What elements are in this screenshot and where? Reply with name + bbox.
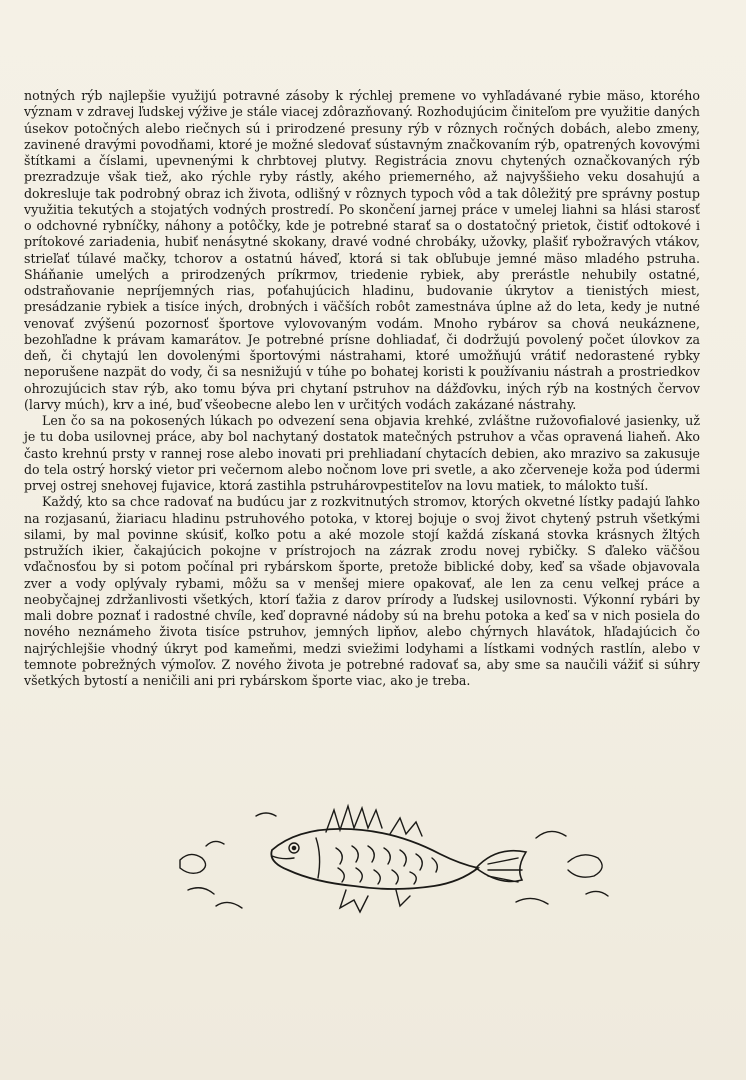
- body-text: [24, 88, 700, 689]
- paragraph-1: notných rýb najlepšie využijú potravné zásoby k rýchlej premene vo vyhľadávané rybie mäso, ktorého význam v zdravej ľudskej výžive je stále viacej zdôrazňovaný. Rozhodujúcim činiteľom pre využitie daných úsekov potočných alebo riečnych sú i prirodzené presuny rýb v rôznych ročných dobách, alebo zmeny, zavinené dravými povodňami, ktoré je možné sledovať sústavným značkovaním rýb, opatrených kovovými štítkami a číslami, upevnenými k chrbtovej plutvy. Registrácia znovu chytených označkovaných rýb prezradzuje však tiež, ako rýchle ryby rástly, akého priemerného, až najvyššieho veku dosahujú a dokresluje tak podrobný obraz ich života, odlišný v rôznych typoch vôd a tak dôležitý pre správny postup využitia tekutých a stojatých vodných prostredí. Po skončení jarnej práce v umelej liahni sa hlási starosť o odchovné rybníčky, náhony a potôčky, kde je potrebné starať sa o dostatočný prietok, čistiť odtokové i prítokové zariadenia, hubiť nenásytné skokany, dravé vodné chrobáky, užovky, plašiť rybožravých vtákov, strieľať túlavé mačky, tchorov a ostatnú háveď, ktorá si tak obľubuje jemné mäso mladého pstruha. Sháňanie umelých a prirodzených príkrmov, triedenie rybiek, aby prerástle nehubily ostatné, odstraňovanie nepríjemných rias, poťahujúcich hladinu, budovanie úkrytov a tienistých miest, presádzanie rybiek a tisíce iných, drobných i väčších robôt zamestnáva úplne až do leta, kedy je nutné venovať zvýšenú pozornosť športove vylovovaným vodám. Mnoho rybárov sa chová neukáznene, bezohľadne k právam kamarátov. Je potrebné prísne dohliadať, či dodržujú povolený počet úlovkov za deň, či chytajú len dovolenými športovými nástrahami, ktoré umožňujú vrátiť nedorastené rybky neporušene nazpät do vody, či sa nesnižujú v túhe po bohatej koristi k používaniu nástrah a prostriedkov ohrozujúcich stav rýb, ako tomu býva pri chytaní pstruhov na dážďovku, iných rýb na kostných červov (larvy múch), krv a iné, buď všeobecne alebo len v určitých vodách zakázané nástrahy.: [24, 88, 700, 412]
- paragraph-2: Len čo sa na pokosených lúkach po odvezení sena objavia krehké, zvláštne ružovofialové jasienky, už je tu doba usilovnej práce, aby bol nachytaný dostatok matečných pstruhov a včas opravená liaheň. Ako často krehnú prsty v rannej rose alebo inovati pri prehliadaní chytacích debien, ako mrazivo sa zakusuje do tela ostrý horský vietor pri večernom alebo nočnom love pri svetle, a ako zčerveneje koža pod údermi prvej ostrej snehovej fujavice, ktorá zastihla pstruhárovpestiteľov na lovu matiek, to málokto tuší.: [24, 413, 700, 493]
- fish-drawing-icon: [176, 798, 626, 928]
- paragraph-3: Každý, kto sa chce radovať na budúcu jar z rozkvitnutých stromov, ktorých okvetné lístky padajú ľahko na rozjasanú, žiariacu hladinu pstruhového potoka, v ktorej bojuje o svoj život chytený pstruh všetkými silami, by mal povinne skúsiť, koľko potu a aké mozole stojí každá získaná stovka krásnych žltých pstružích ikier, čakajúcich pokojne v prístrojoch na zázrak zrodu novej rybičky. S ďaleko väčšou vďačnosťou by si potom počínal pri rybárskom športe, pretože biblické doby, keď sa všade objavovala zver a vody oplývaly rybami, môžu sa v menšej miere opakovať, ale len za cenu veľkej práce a neobyčajnej zdržanlivosti všetkých, ktorí ťažia z darov prírody a ľudskej usilovnosti. Výkonní rybári by mali dobre poznať i radostné chvíle, keď dopravné nádoby sú na brehu potoka a keď sa v nich posiela do nového neznámeho života tisíce pstruhov, jemných lipňov, alebo chýrnych hlavátok, hľadajúcich čo najrýchlejšie vhodný úkryt pod kameňmi, medzi sviežimi lodyhami a lístkami vodných rastlín, alebo v temnote pobrežných výmoľov. Z nového života je potrebné radovať sa, aby sme sa naučili vážiť si súhry všetkých bytostí a neničili ani pri rybárskom športe viac, ako je treba.: [24, 494, 700, 688]
